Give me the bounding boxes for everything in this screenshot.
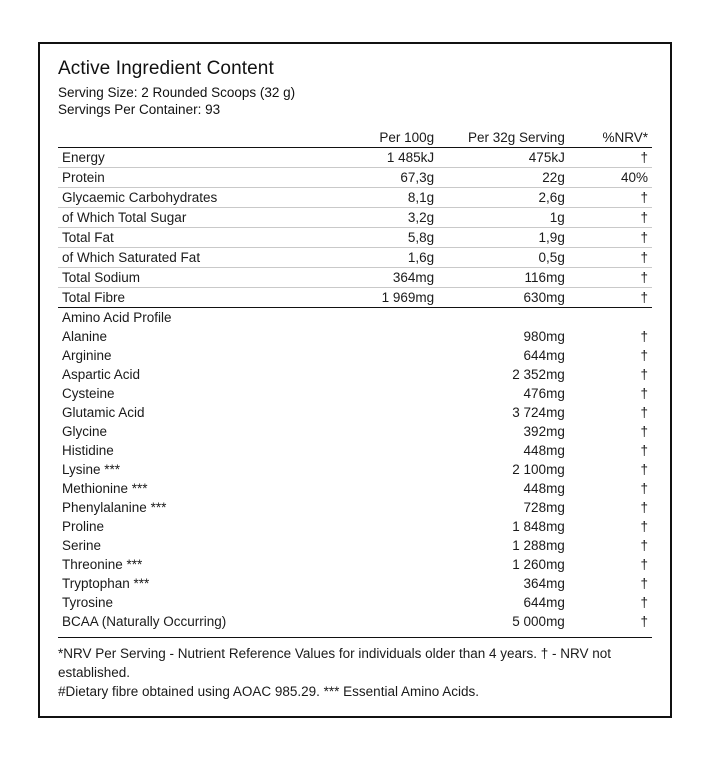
row-per-serving: 475kJ xyxy=(528,150,565,165)
column-header-nrv: %NRV* xyxy=(569,128,652,148)
row-nrv: † xyxy=(640,329,648,344)
row-per-100g: 3,2g xyxy=(319,208,438,228)
row-per-serving: 392mg xyxy=(523,424,565,439)
row-nrv: † xyxy=(569,188,652,208)
row-per-100g: 8,1g xyxy=(319,188,438,208)
table-row xyxy=(58,268,652,288)
row-label: Methionine *** xyxy=(62,481,148,496)
row-nrv: † xyxy=(569,248,652,268)
row-label: Histidine xyxy=(62,443,114,458)
table-row xyxy=(58,346,652,365)
row-label: Tyrosine xyxy=(62,595,114,610)
row-label: Alanine xyxy=(62,329,108,344)
row-per-100g xyxy=(319,536,438,555)
row-nrv: † xyxy=(569,288,652,308)
row-per-serving: 644mg xyxy=(523,348,565,363)
row-per-serving: 644mg xyxy=(523,595,565,610)
row-label: Total Sodium xyxy=(58,268,319,288)
row-per-serving: 1,9g xyxy=(438,228,569,248)
row-per-serving: 5 000mg xyxy=(512,614,565,629)
row-per-100g xyxy=(319,327,438,346)
row-nrv: † xyxy=(640,443,648,458)
row-label: of Which Total Sugar xyxy=(58,208,319,228)
row-label: Tryptophan *** xyxy=(62,576,150,591)
table-row xyxy=(58,536,652,555)
row-label: Arginine xyxy=(62,348,112,363)
row-label: Energy xyxy=(62,150,105,165)
footnote-fibre: #Dietary fibre obtained using AOAC 985.29. *** Essential Amino Acids. xyxy=(58,684,479,699)
table-row xyxy=(58,593,652,612)
row-nrv: † xyxy=(640,614,648,629)
row-nrv: † xyxy=(569,208,652,228)
table-row xyxy=(58,441,652,460)
row-per-serving: 22g xyxy=(438,168,569,188)
row-per-serving: 1 260mg xyxy=(512,557,565,572)
table-row xyxy=(58,517,652,536)
table-row xyxy=(58,479,652,498)
nutrition-panel xyxy=(38,42,672,718)
row-per-serving: 1g xyxy=(438,208,569,228)
row-per-serving: 0,5g xyxy=(438,248,569,268)
row-per-100g xyxy=(319,612,438,631)
row-per-serving: 2 352mg xyxy=(512,367,565,382)
row-nrv: † xyxy=(640,150,648,165)
row-per-100g xyxy=(319,517,438,536)
row-label: Threonine *** xyxy=(62,557,143,572)
amino-section-row xyxy=(58,308,652,328)
row-per-100g xyxy=(319,593,438,612)
row-label: of Which Saturated Fat xyxy=(58,248,319,268)
row-per-100g xyxy=(319,441,438,460)
row-nrv: † xyxy=(640,424,648,439)
row-label: Proline xyxy=(62,519,105,534)
table-header-row xyxy=(58,128,652,148)
row-per-serving: 1 288mg xyxy=(512,538,565,553)
row-nrv: † xyxy=(640,500,648,515)
table-row xyxy=(58,422,652,441)
row-nrv: † xyxy=(640,481,648,496)
row-per-serving: 3 724mg xyxy=(512,405,565,420)
row-label: Serine xyxy=(62,538,102,553)
row-per-serving: 448mg xyxy=(523,443,565,458)
row-label: Total Fibre xyxy=(58,288,319,308)
row-per-100g xyxy=(319,460,438,479)
row-per-100g: 1 485kJ xyxy=(386,150,435,165)
row-per-100g: 1 969mg xyxy=(319,288,438,308)
table-row xyxy=(58,403,652,422)
row-nrv: † xyxy=(569,228,652,248)
row-nrv: 40% xyxy=(569,168,652,188)
row-nrv: † xyxy=(640,538,648,553)
row-label: Protein xyxy=(58,168,319,188)
row-nrv: † xyxy=(640,348,648,363)
row-nrv: † xyxy=(569,268,652,288)
table-row xyxy=(58,248,652,268)
row-per-100g xyxy=(319,422,438,441)
column-header-per-serving: Per 32g Serving xyxy=(438,128,569,148)
table-row xyxy=(58,498,652,517)
row-per-100g xyxy=(319,346,438,365)
row-per-serving: 116mg xyxy=(438,268,569,288)
row-nrv: † xyxy=(640,595,648,610)
footnote-nrv: *NRV Per Serving - Nutrient Reference Values for individuals older than 4 years. † - NRV not established. xyxy=(58,646,612,680)
row-per-100g xyxy=(319,574,438,593)
table-row xyxy=(58,208,652,228)
table-row xyxy=(58,148,652,168)
row-per-100g: 364mg xyxy=(319,268,438,288)
row-per-100g xyxy=(319,498,438,517)
table-row xyxy=(58,384,652,403)
row-per-100g: 5,8g xyxy=(319,228,438,248)
table-row xyxy=(58,574,652,593)
row-per-serving: 1 848mg xyxy=(512,519,565,534)
row-nrv: † xyxy=(640,462,648,477)
row-per-serving: 2,6g xyxy=(438,188,569,208)
row-label: Glutamic Acid xyxy=(62,405,145,420)
row-label: BCAA (Naturally Occurring) xyxy=(62,614,227,629)
row-per-serving: 364mg xyxy=(523,576,565,591)
table-row xyxy=(58,288,652,308)
row-per-100g xyxy=(319,384,438,403)
row-label: Total Fat xyxy=(58,228,319,248)
table-row xyxy=(58,555,652,574)
row-nrv: † xyxy=(640,386,648,401)
row-nrv: † xyxy=(640,405,648,420)
row-label: Lysine *** xyxy=(62,462,121,477)
row-per-serving: 2 100mg xyxy=(512,462,565,477)
row-label: Glycine xyxy=(62,424,108,439)
row-per-100g xyxy=(319,365,438,384)
column-header-blank xyxy=(58,128,319,148)
row-per-100g xyxy=(319,403,438,422)
servings-per-container-text: Servings Per Container: 93 xyxy=(58,102,221,117)
row-per-serving: 980mg xyxy=(523,329,565,344)
table-row xyxy=(58,612,652,631)
row-per-serving: 448mg xyxy=(523,481,565,496)
footnotes xyxy=(58,637,652,701)
row-label: Cysteine xyxy=(62,386,115,401)
row-per-100g xyxy=(319,555,438,574)
table-row xyxy=(58,168,652,188)
amino-section-label: Amino Acid Profile xyxy=(58,308,652,328)
table-row xyxy=(58,365,652,384)
table-row xyxy=(58,327,652,346)
row-nrv: † xyxy=(640,367,648,382)
row-per-100g xyxy=(319,479,438,498)
row-label: Glycaemic Carbohydrates xyxy=(58,188,319,208)
row-label: Aspartic Acid xyxy=(62,367,141,382)
table-row xyxy=(58,228,652,248)
row-per-serving: 630mg xyxy=(438,288,569,308)
row-per-serving: 476mg xyxy=(523,386,565,401)
table-row xyxy=(58,188,652,208)
row-nrv: † xyxy=(640,557,648,572)
serving-size-text: Serving Size: 2 Rounded Scoops (32 g) xyxy=(58,85,296,100)
row-per-100g: 67,3g xyxy=(319,168,438,188)
nutrition-table xyxy=(58,128,652,631)
table-body xyxy=(58,148,652,632)
row-per-serving: 728mg xyxy=(523,500,565,515)
column-header-per-100g: Per 100g xyxy=(319,128,438,148)
row-per-100g: 1,6g xyxy=(319,248,438,268)
page-title: Active Ingredient Content xyxy=(58,58,274,79)
row-nrv: † xyxy=(640,576,648,591)
row-nrv: † xyxy=(640,519,648,534)
row-label: Phenylalanine *** xyxy=(62,500,167,515)
table-row xyxy=(58,460,652,479)
